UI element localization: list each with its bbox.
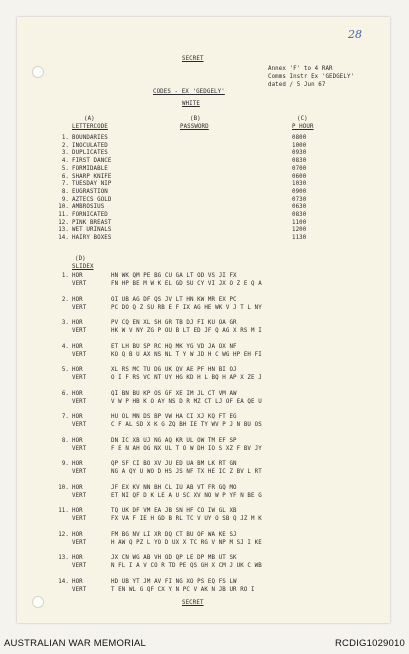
password-row xyxy=(57,143,347,150)
hor-label: HOR xyxy=(72,508,83,514)
classification-bottom: SECRET xyxy=(182,600,204,606)
group-number: 12. xyxy=(58,531,69,538)
document-subtitle: WHITE xyxy=(182,101,200,107)
group-number: 1. xyxy=(61,273,69,279)
vert-code: KO Q B U AX NS NL T Y W JD H C WG HP EH FI xyxy=(111,351,262,358)
hor-code: ET LH BU SP RC HQ MK YG VD JA OX NF xyxy=(111,343,237,350)
hor-label: HOR xyxy=(72,296,83,303)
punch-hole xyxy=(32,66,44,78)
vert-label: VERT xyxy=(72,516,87,522)
group-number: 11. xyxy=(58,508,69,514)
p-hour-value: 0900 xyxy=(292,188,307,195)
row-number: 8. xyxy=(61,188,69,195)
lettercode-word: FIRST DANCE xyxy=(72,158,112,165)
hor-code: HN WK QM PE BG CU GA LT OD VS JI FX xyxy=(111,273,237,279)
password-row xyxy=(57,189,347,196)
vert-label: VERT xyxy=(72,445,87,452)
vert-code: C F AL SD X K G ZQ BH IE TY WV P J N BU OS xyxy=(111,422,262,428)
password-row xyxy=(57,212,347,219)
vert-code: N FL I A V CO R TD PE QS GH X CM J UK C WB xyxy=(111,563,262,569)
password-row xyxy=(57,166,347,173)
vert-label: VERT xyxy=(72,422,87,428)
vert-label: VERT xyxy=(72,539,87,546)
p-hour-value: 0700 xyxy=(292,165,307,172)
vert-label: VERT xyxy=(72,351,87,358)
hor-label: HOR xyxy=(72,414,83,420)
row-number: 12. xyxy=(58,219,69,226)
column-letter-a: (A) xyxy=(84,116,95,122)
column-header-p-hour: P HOUR xyxy=(292,124,314,130)
column-letter-d: (D) xyxy=(75,256,86,262)
password-row xyxy=(57,235,347,242)
document-title: CODES - EX 'GEDGELY' xyxy=(153,89,225,95)
vert-label: VERT xyxy=(72,563,87,569)
vert-label: VERT xyxy=(72,375,87,381)
hor-code: QI BN BU KP OS GF XE IM JL CT VM AW xyxy=(111,390,237,397)
group-number: 5. xyxy=(61,367,69,373)
password-row xyxy=(57,204,347,211)
p-hour-value: 0930 xyxy=(292,150,307,157)
hor-label: HOR xyxy=(72,578,83,585)
p-hour-value: 0830 xyxy=(292,212,307,218)
vert-label: VERT xyxy=(72,304,87,311)
row-number: 4. xyxy=(61,158,69,165)
lettercode-word: AZTECS GOLD xyxy=(72,196,112,203)
hor-code: FM BG NV LI XR DQ CT BU OF WA KE SJ xyxy=(111,531,237,538)
p-hour-value: 0830 xyxy=(292,158,307,165)
row-number: 11. xyxy=(58,212,69,218)
hor-label: HOR xyxy=(72,437,83,444)
group-number: 8. xyxy=(61,437,69,444)
lettercode-word: HAIRY BOXES xyxy=(72,235,112,242)
vert-code: T EN WL G QF CX Y N PC V AK N JB UR RO I xyxy=(111,586,255,593)
hor-label: HOR xyxy=(72,484,83,491)
p-hour-value: 1100 xyxy=(292,219,307,226)
hor-label: HOR xyxy=(72,343,83,350)
hor-label: HOR xyxy=(72,320,83,326)
group-number: 7. xyxy=(61,414,69,420)
hor-label: HOR xyxy=(72,531,83,538)
p-hour-value: 1000 xyxy=(292,142,307,149)
password-row xyxy=(57,181,347,188)
hor-code: PV CQ EN XL SH GR TB DJ FI KU OA GR xyxy=(111,320,237,326)
password-row xyxy=(57,227,347,234)
password-row xyxy=(57,197,347,204)
lettercode-word: FORNICATED xyxy=(72,212,108,218)
annex-line-1: Annex 'F' to 4 RAR xyxy=(268,66,333,72)
row-number: 6. xyxy=(61,173,69,180)
lettercode-word: DUPLICATES xyxy=(72,150,108,157)
hor-label: HOR xyxy=(72,367,83,373)
group-number: 10. xyxy=(58,484,69,491)
group-number: 14. xyxy=(58,578,69,585)
p-hour-value: 1030 xyxy=(292,181,307,188)
lettercode-word: SHARP KNIFE xyxy=(72,173,112,180)
column-header-slidex: SLIDEX xyxy=(72,264,94,270)
row-number: 9. xyxy=(61,196,69,203)
hor-code: XL RS MC TU DG UK QV AE PF HN BI OJ xyxy=(111,367,237,373)
p-hour-value: 0800 xyxy=(292,135,307,141)
vert-label: VERT xyxy=(72,586,87,593)
row-number: 2. xyxy=(61,142,69,149)
password-row xyxy=(57,150,347,157)
vert-code: H AW Q PZ L YO D UX X TC RG V NP M SJ I KE xyxy=(111,539,262,546)
lettercode-word: TUESDAY NIP xyxy=(72,181,112,188)
vert-code: HK W V NY ZG P OU B LT ED JF Q AG X RS M I xyxy=(111,328,262,334)
p-hour-value: 1200 xyxy=(292,227,307,234)
lettercode-word: FORMIDABLE xyxy=(72,165,108,172)
lettercode-word: BOUNDARIES xyxy=(72,135,108,141)
hor-code: TQ UK DF VM EA JB SN HF CO IW GL XB xyxy=(111,508,237,514)
p-hour-value: 0730 xyxy=(292,196,307,203)
vert-code: FN HP BE M W K EL GD SU CY VI JX O Z E Q A xyxy=(111,281,262,287)
group-number: 9. xyxy=(61,461,69,467)
p-hour-value: 1130 xyxy=(292,235,307,242)
row-number: 7. xyxy=(61,181,69,188)
hor-code: OI UB AG DF QS JV LT HN KW MR EX PC xyxy=(111,296,237,303)
row-number: 1. xyxy=(61,135,69,141)
row-number: 13. xyxy=(58,227,69,234)
group-number: 6. xyxy=(61,390,69,397)
column-header-lettercode: LETTERCODE xyxy=(72,124,108,130)
pencil-folio-number: 28 xyxy=(348,28,362,41)
vert-code: V W P HB K O AY NS D R MZ CT LJ OF EA QE U xyxy=(111,398,262,405)
hor-code: DN IC XB UJ NG AQ KR UL OW TM EF SP xyxy=(111,437,237,444)
classification-top: SECRET xyxy=(182,56,204,62)
hor-label: HOR xyxy=(72,273,83,279)
p-hour-value: 0600 xyxy=(292,173,307,180)
column-letter-c: (C) xyxy=(297,116,308,122)
lettercode-word: AMBROSIUS xyxy=(72,204,105,211)
lettercode-word: INOCULATED xyxy=(72,142,108,149)
vert-code: FX VA F IE H GD B RL TC V UY O SB Q JZ M K xyxy=(111,516,262,522)
punch-hole xyxy=(32,596,44,608)
hor-label: HOR xyxy=(72,390,83,397)
vert-code: ET NI QF D K LE A U SC XV NO W P YF N BE G xyxy=(111,492,262,499)
vert-label: VERT xyxy=(72,328,87,334)
row-number: 5. xyxy=(61,165,69,172)
vert-label: VERT xyxy=(72,281,87,287)
hor-code: HD UB YT JM AV FI NG XO PS EQ FS LW xyxy=(111,578,237,585)
group-number: 4. xyxy=(61,343,69,350)
vert-label: VERT xyxy=(72,492,87,499)
hor-code: JF EX KV NN BH CL IU AB VT FR GQ MO xyxy=(111,484,237,491)
annex-line-3: dated / 5 Jun 67 xyxy=(268,82,326,88)
password-row xyxy=(57,135,347,142)
hor-code: JX CN WG AB VH OD QP LE DP MB UT SK xyxy=(111,555,237,561)
hor-label: HOR xyxy=(72,461,83,467)
footer-record-id: RCDIG1029010 xyxy=(335,638,405,649)
hor-code: HU OL MN DS BP VW HA CI XJ KQ FT EG xyxy=(111,414,237,420)
vert-code: NG A QY U WO D HS JS NF TX HE IC Z BV L RT xyxy=(111,469,262,475)
column-letter-b: (B) xyxy=(190,116,201,122)
hor-code: QP SF CI BO XV JU ED UA BM LK RT GN xyxy=(111,461,237,467)
footer-source-label: AUSTRALIAN WAR MEMORIAL xyxy=(4,638,147,649)
password-row xyxy=(57,220,347,227)
vert-code: PC DO Q Z SU RB E F IX AG HE WK V J T L NY xyxy=(111,304,262,311)
annex-line-2: Comms Instr Ex 'GEDGELY' xyxy=(268,74,355,80)
row-number: 3. xyxy=(61,150,69,157)
lettercode-word: WET URINALS xyxy=(72,227,112,234)
vert-label: VERT xyxy=(72,398,87,405)
p-hour-value: 0630 xyxy=(292,204,307,211)
password-row xyxy=(57,158,347,165)
row-number: 14. xyxy=(58,235,69,242)
vert-code: O I F RS VC NT UY HG KD H L BQ H AP X ZE J xyxy=(111,375,262,381)
hor-label: HOR xyxy=(72,555,83,561)
row-number: 10. xyxy=(58,204,69,211)
lettercode-word: PINK BREAST xyxy=(72,219,112,226)
group-number: 3. xyxy=(61,320,69,326)
group-number: 2. xyxy=(61,296,69,303)
lettercode-word: EUGRASTION xyxy=(72,188,108,195)
group-number: 13. xyxy=(58,555,69,561)
column-header-password: PASSWORD xyxy=(180,124,209,130)
vert-label: VERT xyxy=(72,469,87,475)
vert-code: F E N AH OG NX UL T O W DH IO S XZ F BV JY xyxy=(111,445,262,452)
password-row xyxy=(57,174,347,181)
